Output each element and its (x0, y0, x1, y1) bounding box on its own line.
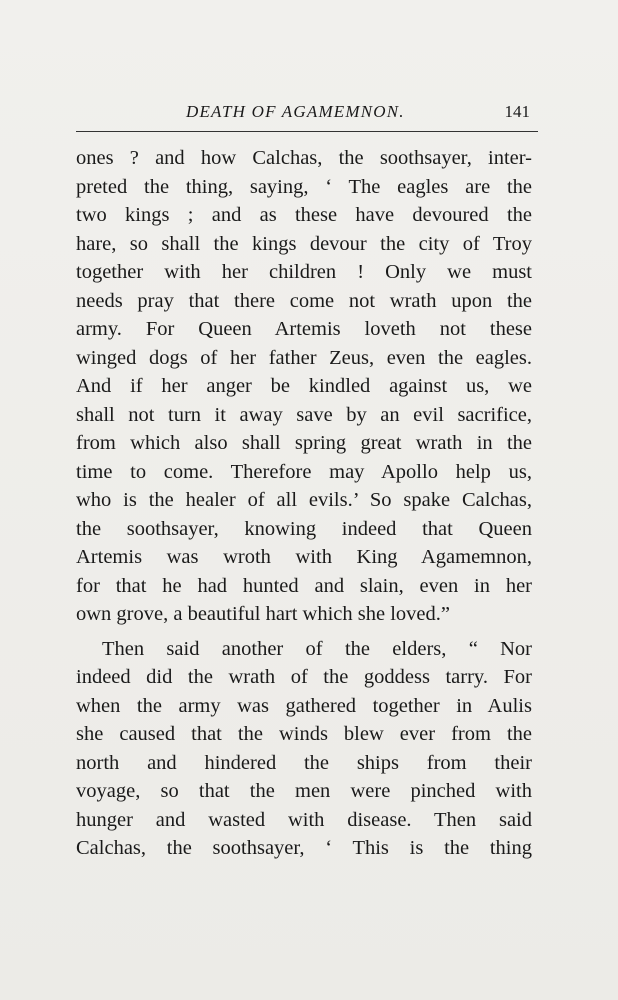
text-line: And if her anger be kindled against us, we (76, 375, 532, 397)
text-line: needs pray that there come not wrath upon the (76, 289, 532, 312)
text-line: own grove, a beautiful hart which she loved.” (76, 603, 451, 625)
running-title: DEATH OF AGAMEMNON. (186, 102, 405, 121)
text-line: winged dogs of her father Zeus, even the eagles. (76, 346, 532, 369)
text-line: Artemis was wroth with King Agamemnon, (76, 546, 532, 568)
text-line: together with her children ! Only we must (76, 261, 532, 283)
text-line: who is the healer of all evils.’ So spake Calchas, (76, 489, 532, 511)
page-number: 141 (504, 102, 530, 121)
paragraph-1 (76, 144, 532, 629)
text-line: when the army was gathered together in Aulis (76, 694, 532, 717)
text-line: she caused that the winds blew ever from the (76, 723, 532, 745)
text-line: hunger and wasted with disease. Then said (76, 808, 532, 831)
text-line: voyage, so that the men were pinched with (76, 780, 532, 802)
text-line: the soothsayer, knowing indeed that Queen (76, 517, 532, 540)
text-line: shall not turn it away save by an evil sacrifice, (76, 403, 532, 426)
text-line: indeed did the wrath of the goddess tarry. For (76, 666, 532, 688)
text-line: ones ? and how Calchas, the soothsayer, inter- (76, 147, 532, 169)
text-line: Then said another of the elders, “ Nor (102, 637, 532, 660)
text-line: hare, so shall the kings devour the city of Troy (76, 232, 532, 255)
text-line: for that he had hunted and slain, even in her (76, 574, 532, 597)
header-rule (76, 131, 538, 132)
text-line: army. For Queen Artemis loveth not these (76, 318, 532, 340)
running-head (78, 102, 532, 130)
text-line: Calchas, the soothsayer, ‘ This is the thing (76, 837, 532, 859)
text-line: time to come. Therefore may Apollo help us, (76, 460, 532, 483)
text-line: preted the thing, saying, ‘ The eagles are the (76, 175, 532, 198)
text-line: north and hindered the ships from their (76, 751, 532, 774)
text-line: from which also shall spring great wrath in the (76, 432, 532, 454)
body-text (76, 144, 532, 863)
text-line: two kings ; and as these have devoured the (76, 204, 532, 226)
paragraph-2 (76, 635, 532, 863)
